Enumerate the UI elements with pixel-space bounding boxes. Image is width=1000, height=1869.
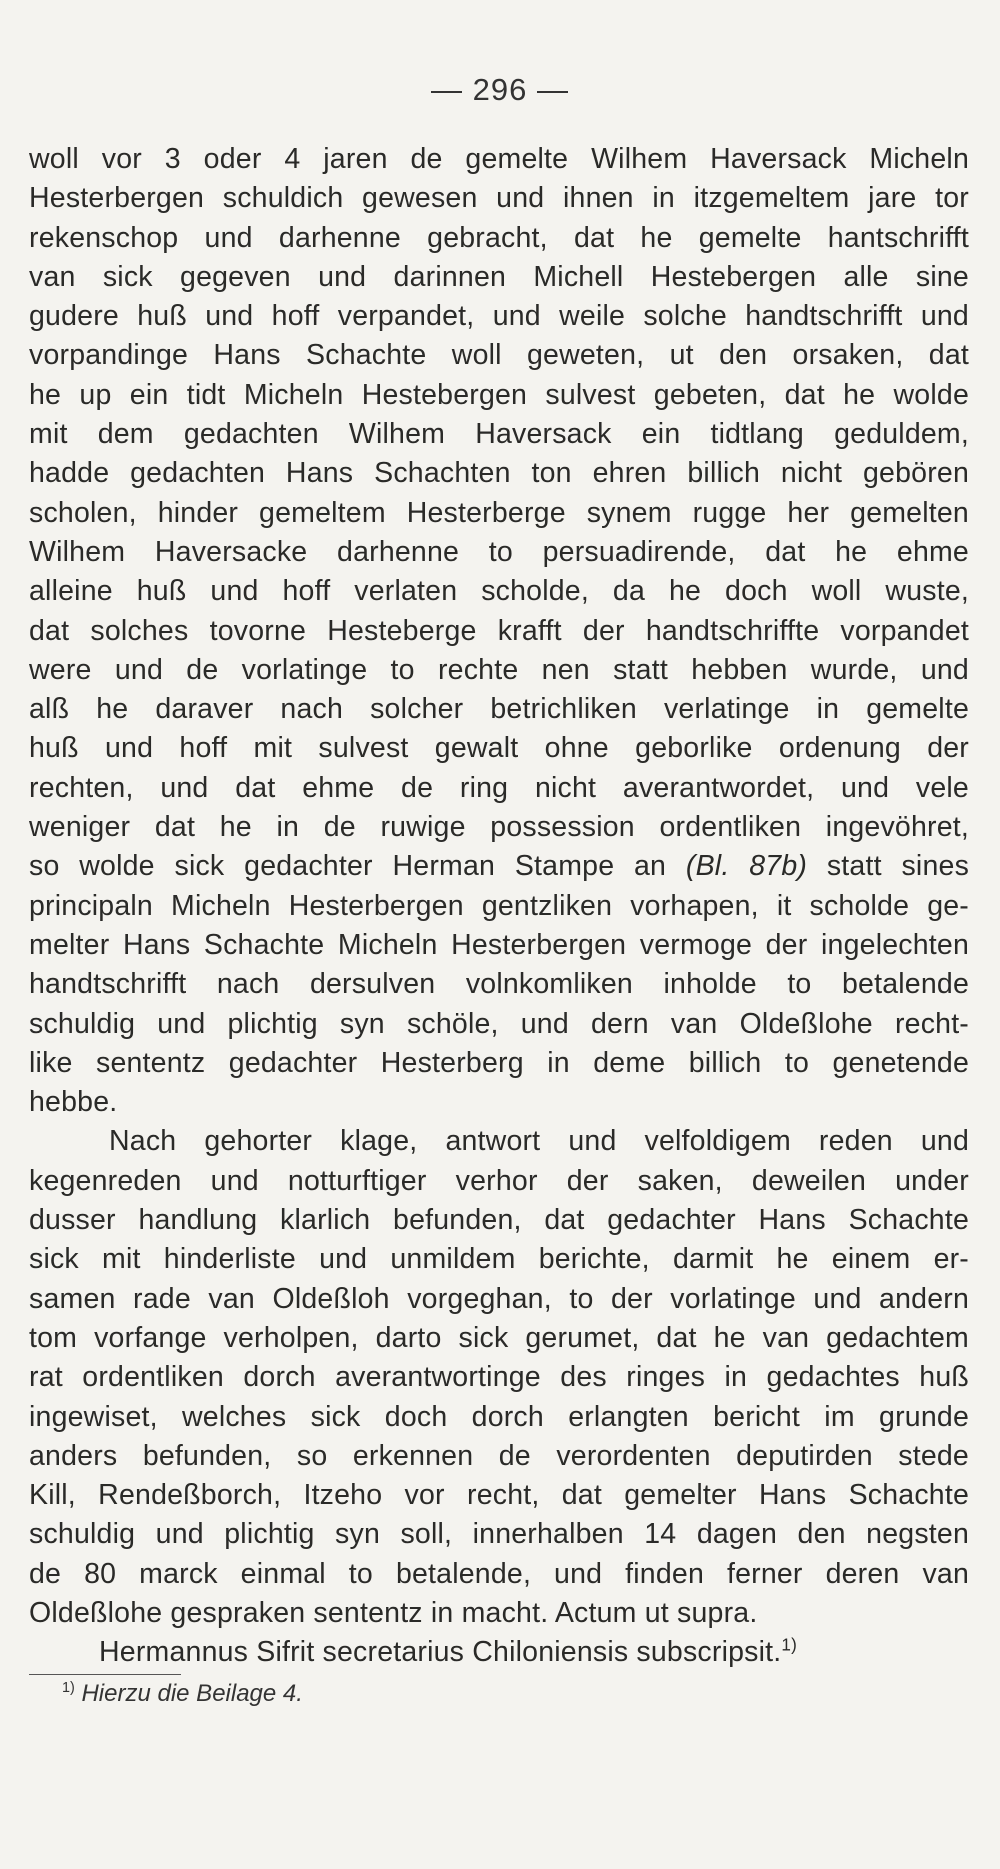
signature-text: Hermannus Sifrit secretarius Chiloniensis subscripsit. bbox=[99, 1636, 782, 1669]
text-line: mit dem gedachten Wilhem Haversack ein tidtlang geduldem, bbox=[29, 418, 969, 451]
text-line: Wilhem Haversacke darhenne to persuadirende, dat he ehme bbox=[29, 535, 969, 568]
page-number: — 296 — bbox=[431, 72, 569, 107]
text-line: handtschrifft nach dersulven volnkomliken inholde to betalende bbox=[29, 968, 969, 1001]
text-line: Oldeßlohe gespraken sententz in macht. Actum ut supra. bbox=[29, 1596, 758, 1629]
text-line: dusser handlung klarlich befunden, dat gedachter Hans Schachte bbox=[29, 1204, 969, 1237]
text-line: rechten, und dat ehme de ring nicht averantwordet, und vele bbox=[29, 771, 969, 804]
text-line: samen rade van Oldeßloh vorgeghan, to der vorlatinge und andern bbox=[29, 1282, 969, 1315]
text-line: he up ein tidt Micheln Hestebergen sulvest gebeten, dat he wolde bbox=[29, 378, 969, 411]
text-line: vorpandinge Hans Schachte woll geweten, ut den orsaken, dat bbox=[29, 339, 969, 372]
text-fragment: so wolde sick gedachter Herman Stampe an bbox=[29, 850, 667, 883]
text-line: rekenschop und darhenne gebracht, dat he gemelte hantschrifft bbox=[29, 221, 969, 254]
footnote bbox=[62, 1680, 303, 1708]
text-line: van sick gegeven und darinnen Michell Hestebergen alle sine bbox=[29, 260, 969, 293]
text-line: tom vorfange verholpen, darto sick gerumet, dat he van gedachtem bbox=[29, 1321, 969, 1354]
text-line: Kill, Rendeßborch, Itzeho vor recht, dat gemelter Hans Schachte bbox=[29, 1479, 969, 1512]
text-line-with-folio bbox=[29, 847, 969, 886]
footnote-reference: 1) bbox=[781, 1635, 797, 1655]
text-line: were und de vorlatinge to rechte nen statt hebben wurde, und bbox=[29, 653, 969, 686]
text-line: scholen, hinder gemeltem Hesterberge synem rugge her gemelten bbox=[29, 496, 969, 529]
text-line: sick mit hinderliste und unmildem berichte, darmit he einem er- bbox=[29, 1243, 969, 1276]
text-line: weniger dat he in de ruwige possession ordentliken ingevöhret, bbox=[29, 811, 969, 844]
text-line: gudere huß und hoff verpandet, und weile solche handtschrifft und bbox=[29, 300, 969, 333]
text-line: melter Hans Schachte Micheln Hesterbergen vermoge der ingelechten bbox=[29, 928, 969, 961]
text-fragment: statt sines bbox=[826, 850, 970, 883]
text-line: de 80 marck einmal to betalende, und finden ferner deren van bbox=[29, 1557, 969, 1590]
text-line: ingewiset, welches sick doch dorch erlangten bericht im grunde bbox=[29, 1400, 969, 1433]
text-line-paragraph-start: Nach gehorter klage, antwort und velfoldigem reden und bbox=[109, 1125, 969, 1158]
text-line: alß he daraver nach solcher betrichliken verlatinge in gemelte bbox=[29, 693, 969, 726]
signature-line bbox=[29, 1633, 969, 1672]
footnote-text: Hierzu die Beilage 4. bbox=[81, 1680, 303, 1707]
text-line: like sententz gedachter Hesterberg in deme billich to genetende bbox=[29, 1046, 969, 1079]
text-line: kegenreden und notturftiger verhor der saken, deweilen under bbox=[29, 1164, 969, 1197]
folio-reference: (Bl. 87b) bbox=[685, 850, 808, 883]
text-line: hebbe. bbox=[29, 1086, 118, 1119]
text-line: huß und hoff mit sulvest gewalt ohne geborlike ordenung der bbox=[29, 732, 969, 765]
text-line: hadde gedachten Hans Schachten ton ehren billich nicht gebören bbox=[29, 457, 969, 490]
text-line: woll vor 3 oder 4 jaren de gemelte Wilhem Haversack Micheln bbox=[29, 143, 969, 175]
footnote-separator bbox=[29, 1674, 181, 1675]
footnote-number: 1) bbox=[62, 1680, 75, 1696]
text-line: schuldig und plichtig syn soll, innerhalben 14 dagen den negsten bbox=[29, 1518, 969, 1551]
text-line: schuldig und plichtig syn schöle, und dern van Oldeßlohe recht- bbox=[29, 1007, 969, 1040]
text-line: principaln Micheln Hesterbergen gentzliken vorhapen, it scholde ge- bbox=[29, 889, 969, 922]
text-line: rat ordentliken dorch averantwortinge des ringes in gedachtes huß bbox=[29, 1361, 969, 1394]
text-line: anders befunden, so erkennen de verordenten deputirden stede bbox=[29, 1439, 969, 1472]
text-line: alleine huß und hoff verlaten scholde, da he doch woll wuste, bbox=[29, 575, 969, 608]
body-text bbox=[29, 140, 969, 1673]
text-line: Hesterbergen schuldich gewesen und ihnen in itzgemeltem jare tor bbox=[29, 182, 969, 215]
text-line: dat solches tovorne Hesteberge krafft der handtschriffte vorpandet bbox=[29, 614, 969, 647]
